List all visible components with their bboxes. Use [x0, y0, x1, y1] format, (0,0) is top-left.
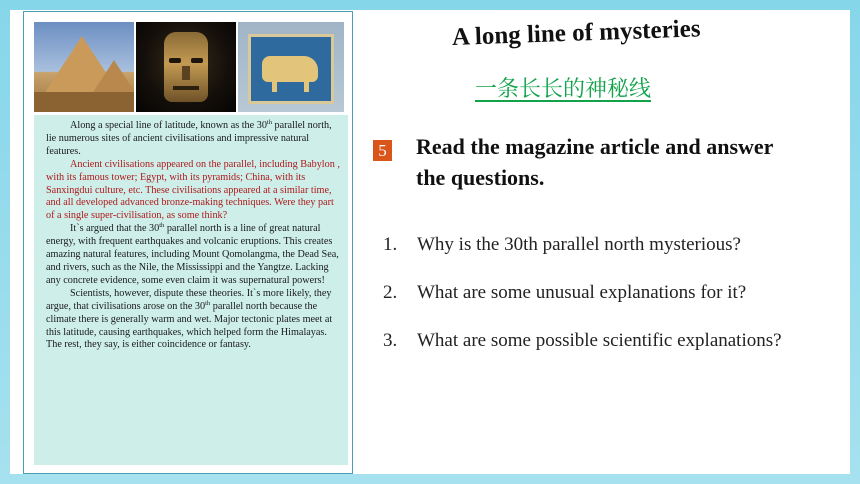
- page-subtitle-chinese: 一条长长的神秘线: [475, 77, 652, 102]
- article-images: [34, 22, 344, 112]
- article-paragraph-3: It`s argued that the 30th parallel north is a line of great natural energy, with frequent earthquakes and volcanic eruptions. This creates amazing natural features, including Mount Qomolangma, the Dead Sea, and rivers, such as the Nile, the Mississippi and the Yangtze. Lacking any concrete evidence, some even claim it was supernatural powers!: [46, 222, 339, 286]
- article-paragraph-2: Ancient civilisations appeared on the parallel, including Babylon , with its famous tower; Egypt, with its pyramids; China, with its Sanxingdui culture, etc. These civilisations appeared at a similar time, and all developed advanced bronze-making techniques. Were they part of a single super-civilisation, as some think?: [46, 158, 340, 222]
- page-title: A long line of mysteries: [451, 15, 701, 51]
- question-item: 1. Why is the 30th parallel north mysterious?: [383, 234, 741, 255]
- article-paragraph-4: Scientists, however, dispute these theories. It`s more likely, they argue, that civilisations arose on the 30th parallel north because the climate there is generally warm and wet. Major tectonic plates meet at this latitude, causing earthquakes, which helped form the Himalayas. The rest, they say, is either coincidence or fantasy.: [46, 287, 333, 351]
- ishtar-gate-image: [238, 22, 344, 112]
- question-item: 2. What are some unusual explanations for it?: [383, 282, 747, 303]
- task-number-badge: 5: [373, 140, 392, 161]
- article-panel: [23, 11, 353, 474]
- task-instruction: Read the magazine article and answer the questions.: [416, 134, 774, 190]
- question-list: [383, 234, 853, 378]
- question-item: 3. What are some possible scientific explanations?: [383, 330, 782, 351]
- pyramid-image: [34, 22, 134, 112]
- article-text: [34, 115, 348, 465]
- article-paragraph-1: Along a special line of latitude, known as the 30th parallel north, lie numerous sites of ancient civilisations and impressive natural features.: [46, 119, 332, 157]
- bronze-mask-image: [136, 22, 236, 112]
